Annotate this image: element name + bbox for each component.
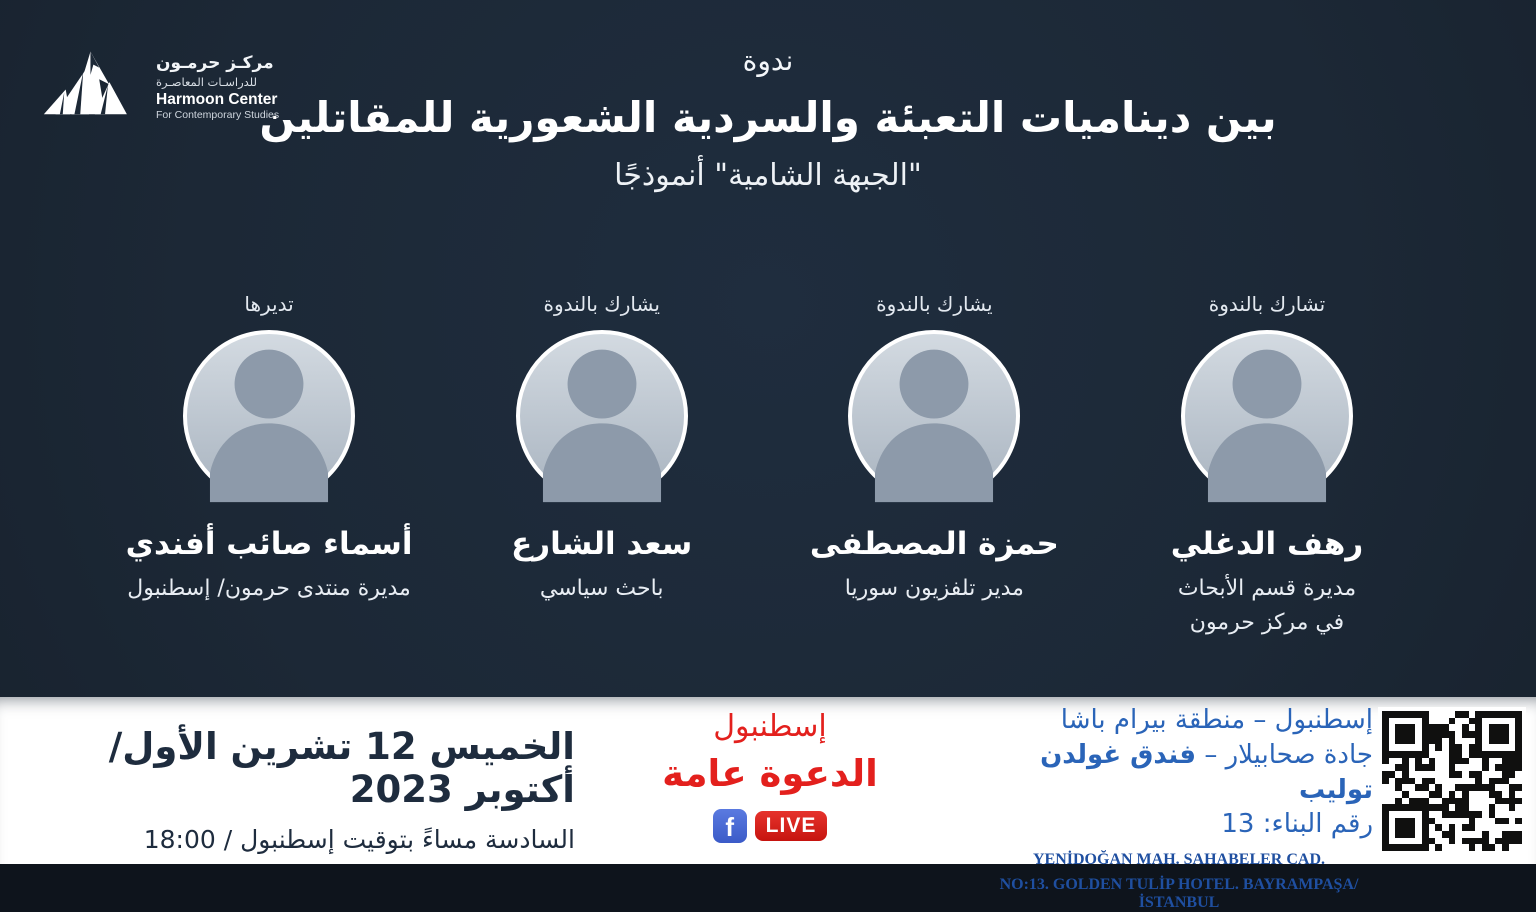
speaker-name: حمزة المصطفى	[809, 526, 1059, 562]
address-street: جادة صحابيلار –	[1196, 739, 1373, 770]
speaker-photo	[848, 330, 1020, 502]
person-silhouette-icon	[1185, 325, 1349, 502]
address-english-line1: YENİDOĞAN MAH. SAHABELER CAD.	[1032, 851, 1326, 869]
event-time: السادسة مساءً بتوقيت إسطنبول / 18:00	[143, 825, 575, 854]
speaker-label: يشارك بالندوة	[543, 292, 660, 316]
speaker-card-rahaf	[1116, 292, 1418, 640]
speaker-role-line1: مديرة منتدى حرمون/ إسطنبول	[127, 576, 411, 601]
speaker-card-hamza	[783, 292, 1085, 640]
speaker-label: تشارك بالندوة	[1208, 292, 1326, 316]
open-invitation-label: الدعوة عامة	[662, 752, 878, 795]
city-label: إسطنبول	[713, 709, 827, 744]
address-block	[985, 703, 1373, 912]
speaker-label: تديرها	[244, 292, 294, 316]
logo-title-english: Harmoon Center	[156, 91, 278, 109]
live-stream-row	[620, 809, 920, 843]
logo-title-arabic: مركـز حرمـون	[156, 53, 274, 74]
speaker-role	[1116, 572, 1418, 640]
speaker-role-line1: مديرة قسم الأبحاث	[1177, 576, 1357, 601]
event-subtitle: "الجبهة الشامية" أنموذجًا	[614, 158, 922, 193]
invitation-block	[620, 709, 920, 843]
live-badge: LIVE	[755, 811, 828, 841]
header	[0, 44, 1536, 193]
speaker-name: سعد الشارع	[511, 526, 693, 562]
speaker-photo	[1181, 330, 1353, 502]
event-title: بين ديناميات التعبئة والسردية الشعورية للمقاتلين	[259, 93, 1277, 142]
facebook-icon: f	[713, 809, 747, 843]
footer-bar	[0, 697, 1536, 912]
speaker-photo	[183, 330, 355, 502]
speaker-role-line1: مدير تلفزيون سوريا	[844, 576, 1024, 601]
speaker-role	[783, 572, 1085, 606]
speaker-label: يشارك بالندوة	[876, 292, 993, 316]
event-date: الخميس 12 تشرين الأول/ أكتوبر 2023	[108, 725, 575, 811]
logo-subtitle-english: For Contemporary Studies	[156, 108, 280, 121]
speaker-role	[118, 572, 420, 606]
address-hotel-name: فندق غولدن توليب	[1040, 739, 1373, 805]
speaker-card-asmaa	[118, 292, 420, 640]
qr-code	[1378, 707, 1526, 855]
person-silhouette-icon	[520, 325, 684, 502]
speaker-photo	[516, 330, 688, 502]
speakers-row	[118, 292, 1418, 640]
person-silhouette-icon	[187, 325, 351, 502]
event-type-label: ندوة	[742, 44, 794, 77]
speaker-name: رهف الدغلي	[1170, 526, 1364, 562]
speaker-role	[451, 572, 753, 606]
address-arabic-line1: إسطنبول – منطقة بيرام باشا	[1060, 705, 1373, 735]
person-silhouette-icon	[852, 325, 1016, 502]
address-english-line2: NO:13. GOLDEN TULİP HOTEL. BAYRAMPAŞA/ İSTANBUL	[999, 876, 1359, 912]
date-time-block	[0, 725, 575, 854]
speaker-role-line2: في مركز حرمون	[1189, 610, 1345, 636]
speaker-name: أسماء صائب أفندي	[125, 526, 413, 562]
speaker-card-saad	[451, 292, 753, 640]
address-arabic-line3: رقم البناء: 13	[1221, 809, 1373, 840]
speaker-role-line1: باحث سياسي	[539, 576, 664, 601]
address-arabic-line2	[985, 738, 1373, 808]
logo-subtitle-arabic: للدراسـات المعاصـرة	[156, 74, 257, 89]
